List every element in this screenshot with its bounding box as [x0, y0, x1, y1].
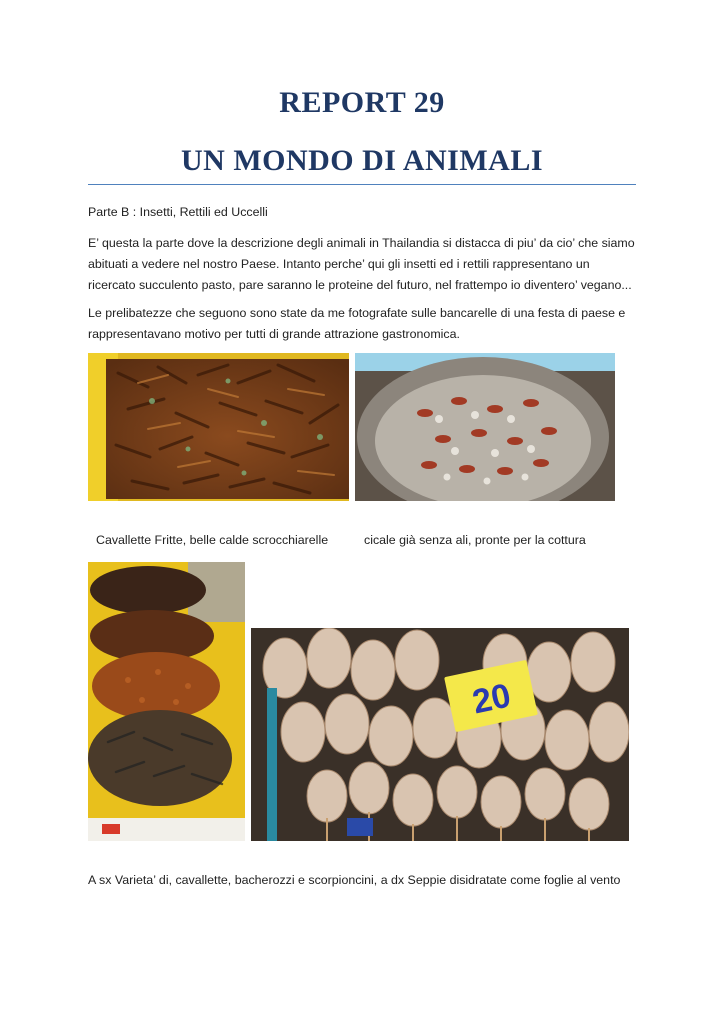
- dried-squid-photo: [251, 628, 629, 841]
- price-sign-text: 20: [469, 676, 515, 722]
- insect-variety-photo: [88, 562, 245, 841]
- section-subtitle: Parte B : Insetti, Rettili ed Uccelli: [88, 205, 268, 219]
- report-main-title: UN MONDO DI ANIMALI: [181, 144, 543, 177]
- title-divider: [88, 184, 636, 185]
- variety-squid-caption: A sx Varieta’ di, cavallette, bacherozzi e scorpioncini, a dx Seppie disidratate come foglie al vento: [88, 873, 621, 887]
- cicadas-caption: cicale già senza ali, pronte per la cottura: [364, 533, 586, 547]
- report-number-title: REPORT 29: [279, 86, 445, 119]
- fried-grasshoppers-photo: [88, 353, 349, 501]
- grasshoppers-caption: Cavallette Fritte, belle calde scrocchiarelle: [96, 533, 329, 547]
- delicacies-paragraph: Le prelibatezze che seguono sono state da me fotografate sulle bancarelle di una festa di paese e rappresentavano motivo per tutti di grande attrazione gastronomica.: [88, 306, 626, 341]
- cicadas-bowl-photo: [355, 353, 615, 501]
- intro-paragraph: E’ questa la parte dove la descrizione degli animali in Thailandia si distacca di piu’ da cio’ che siamo abituati a vedere nel nostro Paese. Intanto perche’ qui gli insetti ed i rettili rappresentano un ricercato succulento pasto, pare saranno le proteine del futuro, nel frattempo io diventero’ vegano...: [88, 236, 635, 292]
